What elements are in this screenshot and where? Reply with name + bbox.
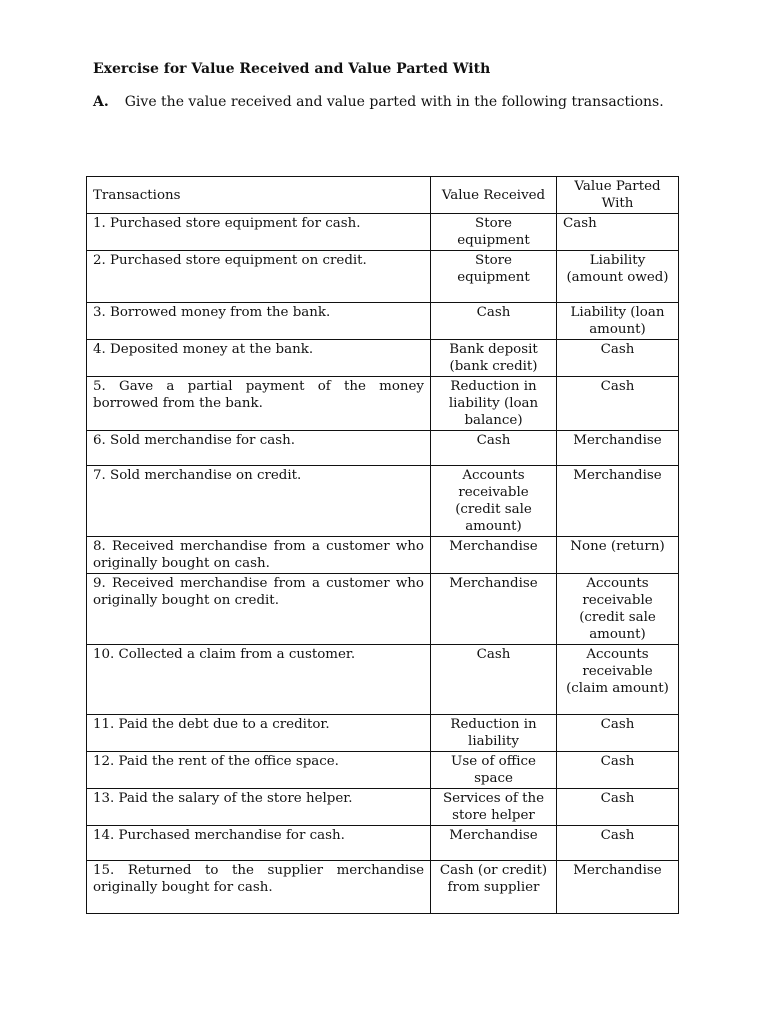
table-row: [87, 431, 679, 466]
instruction-label: A.: [93, 94, 109, 110]
transaction-cell: 1. Purchased store equipment for cash.: [87, 214, 431, 251]
value-parted-cell: Merchandise: [557, 466, 679, 537]
transaction-cell: 4. Deposited money at the bank.: [87, 340, 431, 377]
value-received-cell: Store equipment: [431, 251, 557, 303]
page-title: Exercise for Value Received and Value Parted With: [93, 61, 491, 77]
transaction-cell: 6. Sold merchandise for cash.: [87, 431, 431, 466]
transaction-cell: 13. Paid the salary of the store helper.: [87, 789, 431, 826]
value-parted-cell: Merchandise: [557, 431, 679, 466]
value-parted-cell: Cash: [557, 789, 679, 826]
value-parted-cell: Cash: [557, 377, 679, 431]
table-row: [87, 340, 679, 377]
table-row: [87, 574, 679, 645]
table-row: [87, 377, 679, 431]
table-row: [87, 251, 679, 303]
transaction-cell: 8. Received merchandise from a customer who originally bought on cash.: [87, 537, 431, 574]
table-row: [87, 303, 679, 340]
table-header-row: [87, 177, 679, 214]
value-received-cell: Store equipment: [431, 214, 557, 251]
value-received-cell: Cash: [431, 645, 557, 715]
value-received-cell: Cash (or credit) from supplier: [431, 861, 557, 914]
header-value-received: Value Received: [431, 177, 557, 214]
value-received-cell: Reduction in liability: [431, 715, 557, 752]
value-received-cell: Cash: [431, 303, 557, 340]
value-parted-cell: Cash: [557, 715, 679, 752]
value-parted-cell: Accounts receivable (claim amount): [557, 645, 679, 715]
value-received-cell: Cash: [431, 431, 557, 466]
table-row: [87, 466, 679, 537]
value-received-cell: Merchandise: [431, 826, 557, 861]
value-received-cell: Accounts receivable (credit sale amount): [431, 466, 557, 537]
value-parted-cell: Cash: [557, 826, 679, 861]
transaction-cell: 12. Paid the rent of the office space.: [87, 752, 431, 789]
transaction-cell: 14. Purchased merchandise for cash.: [87, 826, 431, 861]
value-received-cell: Use of office space: [431, 752, 557, 789]
value-parted-cell: None (return): [557, 537, 679, 574]
transaction-cell: 9. Received merchandise from a customer who originally bought on credit.: [87, 574, 431, 645]
table-row: [87, 645, 679, 715]
value-parted-cell: Liability (loan amount): [557, 303, 679, 340]
table-row: [87, 861, 679, 914]
transaction-cell: 2. Purchased store equipment on credit.: [87, 251, 431, 303]
value-parted-cell: Cash: [557, 340, 679, 377]
table-row: [87, 214, 679, 251]
table-row: [87, 789, 679, 826]
transaction-cell: 7. Sold merchandise on credit.: [87, 466, 431, 537]
value-received-cell: Reduction in liability (loan balance): [431, 377, 557, 431]
value-received-cell: Services of the store helper: [431, 789, 557, 826]
table-row: [87, 715, 679, 752]
header-transactions: Transactions: [87, 177, 431, 214]
instruction-paragraph: [93, 93, 673, 112]
table-row: [87, 826, 679, 861]
transaction-cell: 5. Gave a partial payment of the money borrowed from the bank.: [87, 377, 431, 431]
instruction-text: Give the value received and value parted with in the following transactions.: [124, 94, 664, 110]
value-parted-cell: Liability (amount owed): [557, 251, 679, 303]
header-value-parted-with: Value Parted With: [557, 177, 679, 214]
value-received-cell: Merchandise: [431, 574, 557, 645]
value-parted-cell: Cash: [557, 752, 679, 789]
transaction-cell: 3. Borrowed money from the bank.: [87, 303, 431, 340]
table-row: [87, 537, 679, 574]
value-received-cell: Bank deposit (bank credit): [431, 340, 557, 377]
transaction-cell: 11. Paid the debt due to a creditor.: [87, 715, 431, 752]
value-received-cell: Merchandise: [431, 537, 557, 574]
value-parted-cell: Accounts receivable (credit sale amount): [557, 574, 679, 645]
transactions-table: [86, 176, 679, 914]
transaction-cell: 15. Returned to the supplier merchandise originally bought for cash.: [87, 861, 431, 914]
transaction-cell: 10. Collected a claim from a customer.: [87, 645, 431, 715]
value-parted-cell: Cash: [557, 214, 679, 251]
value-parted-cell: Merchandise: [557, 861, 679, 914]
table-row: [87, 752, 679, 789]
